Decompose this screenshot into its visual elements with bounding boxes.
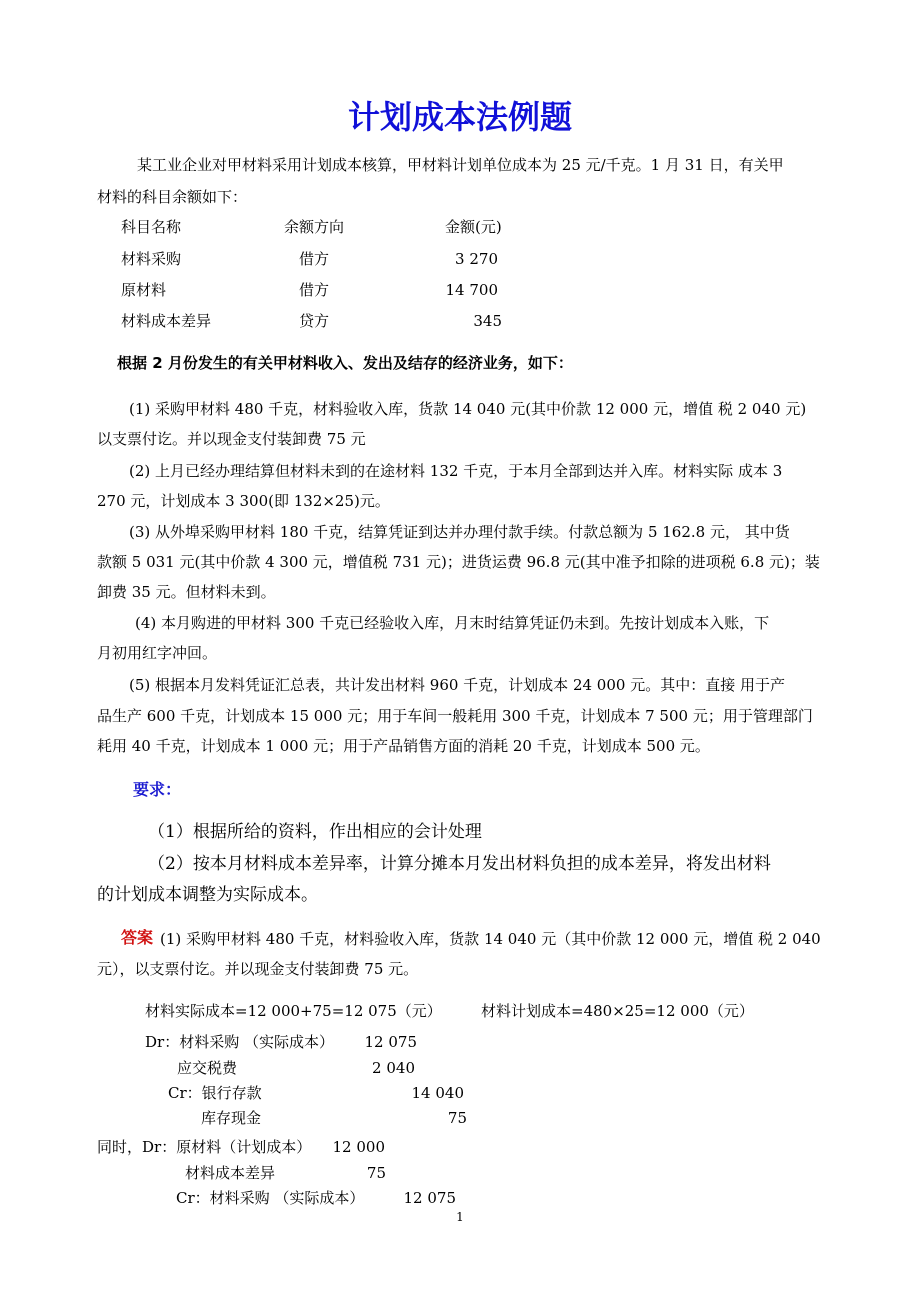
entry-account: Cr：银行存款 (168, 1084, 262, 1102)
page-number: 1 (456, 1210, 464, 1224)
entry-amount: 75 (366, 1164, 386, 1182)
row-amount: 3 270 (455, 250, 498, 268)
row-direction: 贷方 (299, 312, 330, 330)
entry-amount: 12 075 (364, 1033, 417, 1051)
row-name: 材料成本差异 (121, 312, 212, 330)
transaction-5-line-2: 品生产 600 千克，计划成本 15 000 元；用于车间一般耗用 300 千克，计划成本 7 500 元；用于管理部门 (97, 707, 813, 725)
transaction-3-line-2: 款额 5 031 元(其中价款 4 300 元，增值税 731 元)；进货运费 96.8 元(其中准予扣除的进项税 6.8 元)；装 (97, 553, 820, 571)
transaction-2-line-1: (2) 上月已经办理结算但材料未到的在途材料 132 千克，于本月全部到达并入库。材料实际 成本 3 (129, 462, 783, 480)
entry-account: 材料成本差异 (185, 1164, 276, 1182)
intro-line-1: 某工业企业对甲材料采用计划成本核算，甲材料计划单位成本为 25 元/千克。1 月 31 日，有关甲 (137, 156, 784, 174)
entry-amount: 75 (447, 1109, 467, 1127)
entry-account: Dr：材料采购 （实际成本） (145, 1033, 334, 1051)
entry-amount: 12 000 (332, 1138, 385, 1156)
requirements-label: 要求： (133, 780, 182, 799)
transaction-3-line-3: 卸费 35 元。但材料未到。 (97, 583, 276, 601)
row-direction: 借方 (299, 281, 330, 299)
entry-account: Cr：材料采购 （实际成本） (176, 1189, 365, 1207)
entry-account: 应交税费 (177, 1059, 238, 1077)
requirement-1: （1）根据所给的资料，作出相应的会计处理 (148, 822, 482, 842)
transaction-3-line-1: (3) 从外埠采购甲材料 180 千克，结算凭证到达并办理付款手续。付款总额为 5 162.8 元， 其中货 (129, 523, 790, 541)
answer-line-2: 元），以支票付讫。并以现金支付装卸费 75 元。 (97, 960, 419, 978)
page-title: 计划成本法例题 (347, 98, 572, 136)
entry-account: 库存现金 (201, 1109, 262, 1127)
row-amount: 14 700 (445, 281, 498, 299)
row-direction: 借方 (299, 250, 330, 268)
transaction-5-line-1: (5) 根据本月发料凭证汇总表，共计发出材料 960 千克，计划成本 24 000 元。其中：直接 用于产 (129, 676, 785, 694)
transaction-1-line-1: (1) 采购甲材料 480 千克，材料验收入库，货款 14 040 元(其中价款 12 000 元，增值 税 2 040 元) (129, 400, 807, 418)
col-header-name: 科目名称 (121, 218, 182, 236)
intro-line-2: 材料的科目余额如下： (97, 188, 248, 206)
entry-amount: 2 040 (372, 1059, 415, 1077)
answer-label: 答案 (121, 928, 154, 947)
transaction-4-line-1: (4) 本月购进的甲材料 300 千克已经验收入库，月末时结算凭证仍未到。先按计划成本入账，下 (135, 614, 770, 632)
calc-actual-cost: 材料实际成本=12 000+75=12 075（元） (145, 1002, 442, 1020)
calc-plan-cost: 材料计划成本=480×25=12 000（元） (481, 1002, 754, 1020)
col-header-direction: 余额方向 (284, 218, 345, 236)
col-header-amount: 金额(元) (445, 218, 502, 236)
requirement-2-line-2: 的计划成本调整为实际成本。 (97, 885, 318, 905)
entry-amount: 14 040 (411, 1084, 464, 1102)
row-name: 原材料 (121, 281, 167, 299)
transaction-4-line-2: 月初用红字冲回。 (97, 644, 218, 662)
requirement-2-line-1: （2）按本月材料成本差异率，计算分摊本月发出材料负担的成本差异，将发出材料 (148, 854, 771, 874)
row-name: 材料采购 (121, 250, 182, 268)
transaction-5-line-3: 耗用 40 千克，计划成本 1 000 元；用于产品销售方面的消耗 20 千克，计划成本 500 元。 (97, 737, 710, 755)
entry-amount: 12 075 (403, 1189, 456, 1207)
answer-line-1: (1) 采购甲材料 480 千克，材料验收入库，货款 14 040 元（其中价款 12 000 元，增值 税 2 040 (160, 930, 821, 948)
transaction-2-line-2: 270 元，计划成本 3 300(即 132×25)元。 (97, 492, 390, 510)
transaction-1-line-2: 以支票付讫。并以现金支付装卸费 75 元 (97, 430, 366, 448)
entry-account: 同时，Dr：原材料（计划成本） (97, 1138, 312, 1156)
row-amount: 345 (473, 312, 502, 330)
section-heading: 根据 2 月份发生的有关甲材料收入、发出及结存的经济业务，如下： (117, 354, 573, 372)
